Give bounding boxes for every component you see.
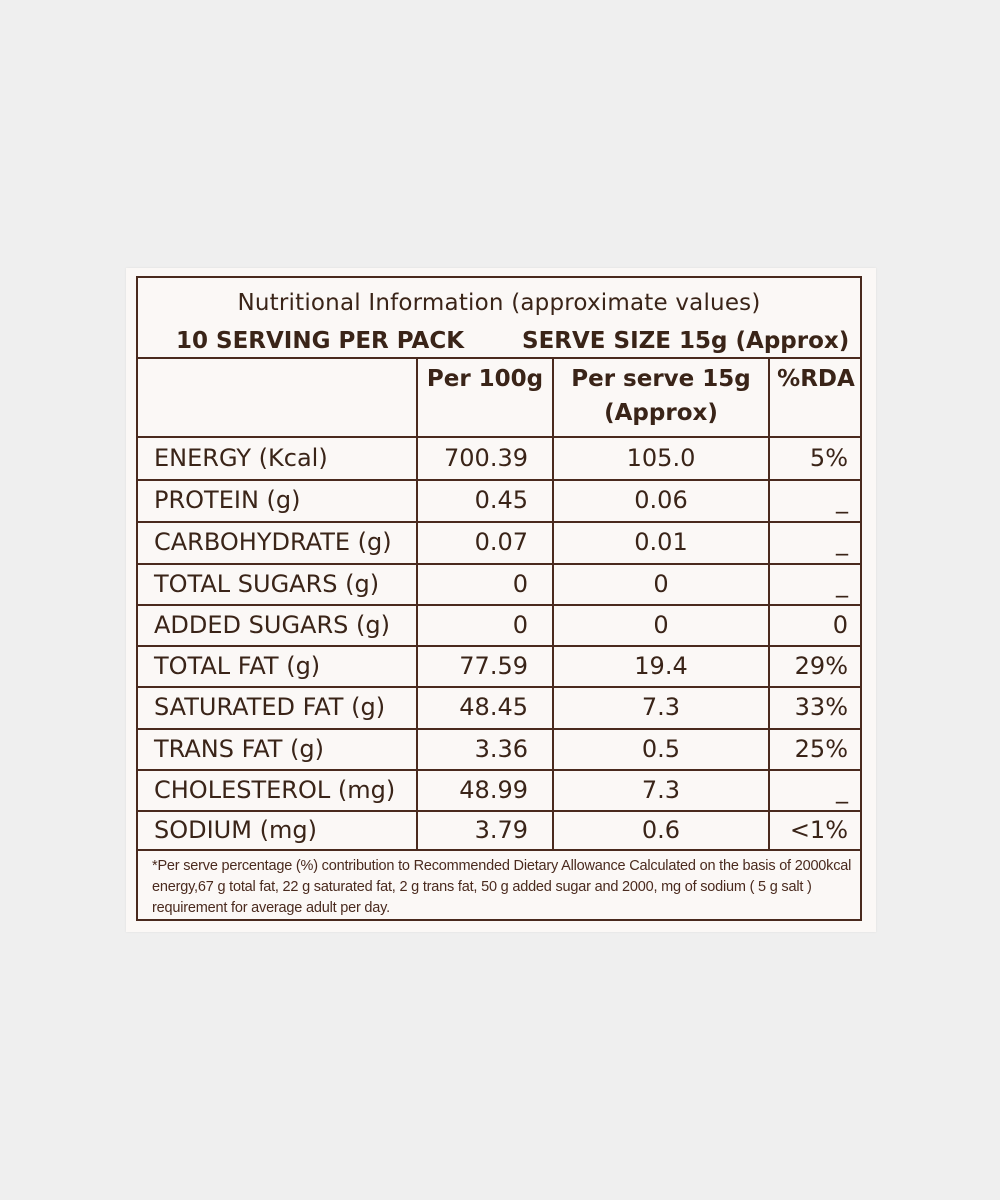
nutrient-name: CHOLESTEROL (mg) bbox=[154, 776, 396, 804]
per-serve-value: 0.6 bbox=[641, 816, 681, 844]
per-100g-value: 48.99 bbox=[459, 776, 528, 804]
rda-value: _ bbox=[836, 486, 848, 514]
divider bbox=[138, 849, 862, 851]
per-serve-value: 0.06 bbox=[634, 486, 688, 514]
nutrient-name: SODIUM (mg) bbox=[154, 816, 317, 844]
per-100g-value: 0.07 bbox=[474, 528, 528, 556]
nutrient-name: ENERGY (Kcal) bbox=[154, 444, 328, 472]
column-header-per-100g: Per 100g bbox=[426, 366, 544, 392]
rda-value: 25% bbox=[794, 735, 848, 763]
per-serve-value: 0 bbox=[653, 611, 669, 639]
per-serve-value: 0.01 bbox=[634, 528, 688, 556]
per-100g-value: 77.59 bbox=[459, 652, 528, 680]
column-header-per-serve-approx: (Approx) bbox=[604, 400, 718, 426]
nutrition-panel bbox=[136, 276, 862, 921]
column-header-per-serve: Per serve 15g bbox=[571, 366, 751, 392]
column-header-rda: %RDA bbox=[777, 366, 855, 392]
per-serve-value: 7.3 bbox=[641, 693, 681, 721]
per-serve-value: 0 bbox=[653, 570, 669, 598]
nutrient-name: TOTAL FAT (g) bbox=[154, 652, 321, 680]
nutrient-name: ADDED SUGARS (g) bbox=[154, 611, 390, 639]
rda-footnote: *Per serve percentage (%) contribution to Recommended Dietary Allowance Calculated on the basis of 2000kcal energy,67 g total fat, 22 g saturated fat, 2 g trans fat, 50 g added sugar and 2000, mg of sodium ( 5 g salt ) requirement for average adult per day. bbox=[152, 858, 852, 916]
nutrient-name: SATURATED FAT (g) bbox=[154, 693, 386, 721]
nutrient-name: TRANS FAT (g) bbox=[154, 735, 325, 763]
divider bbox=[138, 357, 862, 359]
per-100g-value: 3.36 bbox=[474, 735, 528, 763]
nutrition-label-card bbox=[126, 268, 876, 932]
per-serve-value: 19.4 bbox=[634, 652, 688, 680]
divider bbox=[138, 436, 862, 438]
per-100g-value: 0 bbox=[512, 611, 528, 639]
nutrient-name: PROTEIN (g) bbox=[154, 486, 301, 514]
nutrient-name: TOTAL SUGARS (g) bbox=[154, 570, 380, 598]
per-100g-value: 3.79 bbox=[474, 816, 528, 844]
rda-value: 33% bbox=[794, 693, 848, 721]
per-100g-value: 700.39 bbox=[444, 444, 528, 472]
column-divider bbox=[552, 357, 554, 851]
label-title: Nutritional Information (approximate values) bbox=[237, 290, 761, 316]
per-serve-value: 105.0 bbox=[626, 444, 696, 472]
rda-value: _ bbox=[836, 570, 848, 598]
per-serve-value: 7.3 bbox=[641, 776, 681, 804]
servings-per-pack: 10 SERVING PER PACK bbox=[176, 328, 465, 354]
serve-size: SERVE SIZE 15g (Approx) bbox=[522, 328, 850, 354]
rda-value: 0 bbox=[832, 611, 848, 639]
per-serve-value: 0.5 bbox=[641, 735, 681, 763]
rda-value: 5% bbox=[809, 444, 848, 472]
per-100g-value: 48.45 bbox=[459, 693, 528, 721]
nutrient-name: CARBOHYDRATE (g) bbox=[154, 528, 392, 556]
rda-value: 29% bbox=[794, 652, 848, 680]
per-100g-value: 0.45 bbox=[474, 486, 528, 514]
per-100g-value: 0 bbox=[512, 570, 528, 598]
rda-value: _ bbox=[836, 528, 848, 556]
rda-value: <1% bbox=[789, 816, 848, 844]
rda-value: _ bbox=[836, 776, 848, 804]
